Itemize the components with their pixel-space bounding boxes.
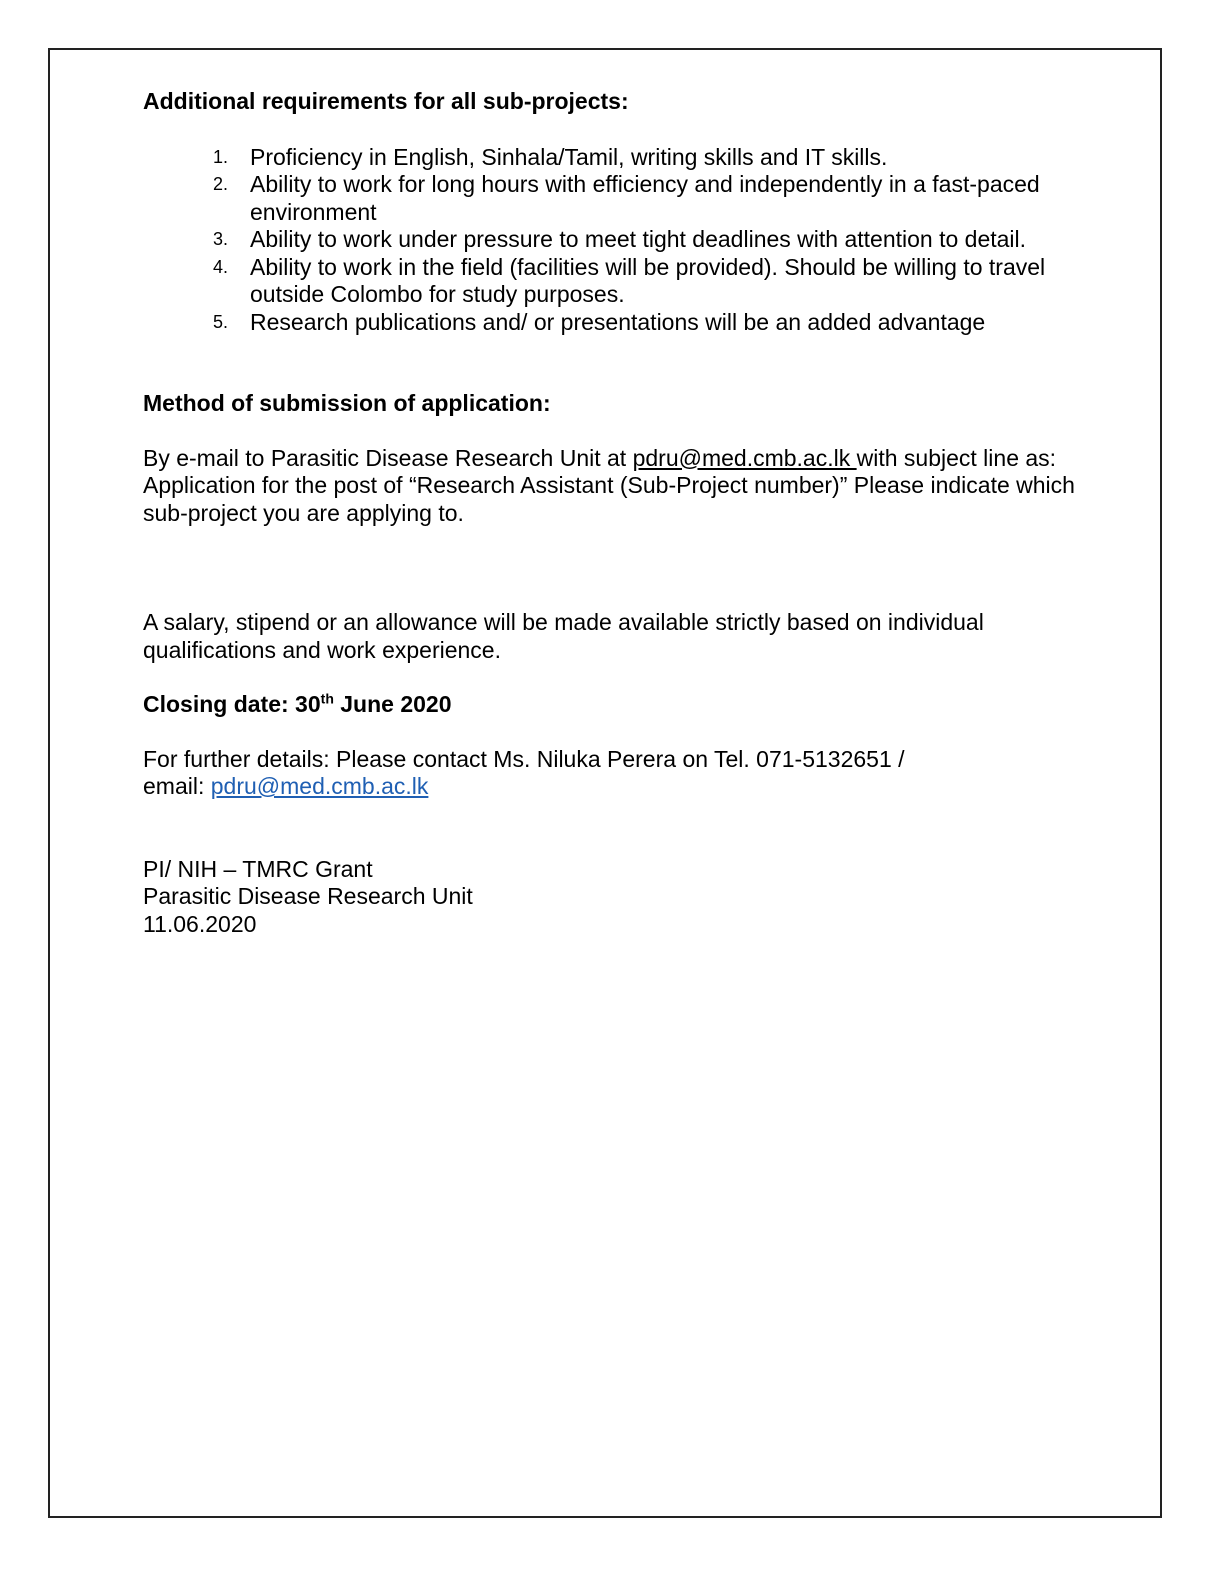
- list-item: [143, 226, 1083, 254]
- list-item: [143, 144, 1083, 172]
- list-item: [143, 171, 1083, 226]
- list-item-text: Ability to work for long hours with efficiency and independently in a fast-paced environment: [250, 171, 1040, 225]
- list-item: [143, 254, 1083, 309]
- contact-paragraph: [143, 746, 1083, 801]
- closing-date-suffix: th: [320, 690, 334, 707]
- submission-text-after: with subject line as: Application for the post of “Research Assistant (Sub-Project number)” Please indicate which sub-project you are applying to.: [143, 444, 1075, 526]
- submission-text-before: By e-mail to Parasitic Disease Research Unit at: [143, 444, 633, 471]
- signature-line-1: PI/ NIH – TMRC Grant: [143, 855, 373, 882]
- submission-email-link[interactable]: pdru@med.cmb.ac.lk: [632, 444, 857, 471]
- contact-email-link[interactable]: pdru@med.cmb.ac.lk: [210, 773, 429, 799]
- contact-email-label: email:: [143, 773, 211, 799]
- closing-date-label: Closing date: 30: [143, 691, 321, 717]
- document-body: [143, 88, 1083, 938]
- closing-date: [143, 691, 1083, 719]
- list-number: 2.: [213, 174, 229, 194]
- requirements-list: [143, 144, 1083, 337]
- list-number: 5.: [213, 311, 229, 332]
- list-number: 1.: [213, 146, 229, 167]
- requirements-heading: Additional requirements for all sub-projects:: [143, 88, 629, 114]
- signature-block: [143, 856, 1083, 939]
- submission-paragraph: [143, 445, 1083, 528]
- list-number: 3.: [213, 229, 229, 249]
- list-item-text: Research publications and/ or presentations will be an added advantage: [250, 308, 986, 335]
- list-item-text: Ability to work under pressure to meet tight deadlines with attention to detail.: [250, 226, 1027, 252]
- submission-heading: Method of submission of application:: [143, 390, 551, 416]
- list-item-text: Ability to work in the field (facilities will be provided). Should be willing to travel outside Colombo for study purposes.: [250, 253, 1046, 307]
- closing-date-rest: June 2020: [333, 691, 452, 717]
- signature-line-2: Parasitic Disease Research Unit: [143, 883, 473, 909]
- list-item: [143, 309, 1083, 337]
- list-item-text: Proficiency in English, Sinhala/Tamil, writing skills and IT skills.: [250, 143, 888, 170]
- list-number: 4.: [213, 256, 229, 277]
- contact-line: For further details: Please contact Ms. Niluka Perera on Tel. 071-5132651 /: [143, 745, 905, 772]
- salary-paragraph: A salary, stipend or an allowance will be made available strictly based on individual qualifications and work experience.: [143, 609, 984, 663]
- signature-date: 11.06.2020: [143, 910, 257, 937]
